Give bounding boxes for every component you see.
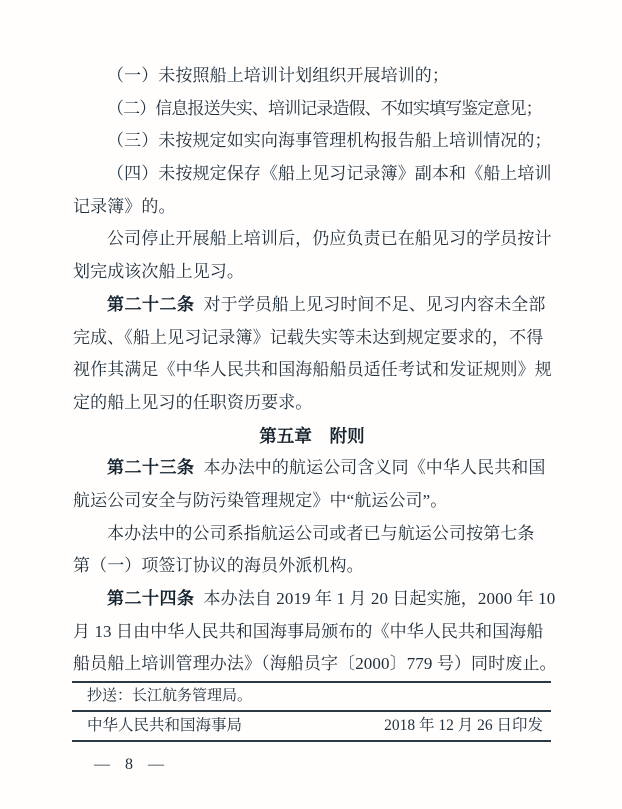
document-body [73,60,557,681]
text-line: 月 13 日由中华人民共和国海事局颁布的《中华人民共和国海船 [73,621,544,641]
text-line: （三）未按规定如实向海事管理机构报告船上培训情况的； [107,131,552,151]
text-line: 视作其满足《中华人民共和国海船船员适任考试和发证规则》规 [73,360,552,380]
article-line [73,452,551,485]
article-number: 第二十三条 [107,458,195,478]
text-line: 公司停止开展船上培训后，仍应负责已在船见习的学员按计 [107,229,552,249]
page-number-block [94,756,551,774]
page-number-dash: — [94,756,110,773]
text-line: 第（一）项签订协议的海员外派机构。 [73,556,364,576]
article-text: 本办法自 2019 年 1 月 20 日起实施，2000 年 10 [203,589,556,608]
article-text: 本办法中的航运公司含义同《中华人民共和国 [203,458,546,478]
chapter-heading: 第五章 附则 [259,425,365,446]
issuer-row [72,712,551,740]
text-line: 划完成该次船上见习。 [73,262,244,282]
text-line: 完成、《船上见习记录簿》记载失实等未达到规定要求的，不得 [73,327,544,347]
text-line: （四）未按规定保存《船上见习记录簿》副本和《船上培训 [107,164,552,184]
text-line: 记录簿》的。 [73,196,176,216]
text-line: 定的船上见习的任职资历要求。 [73,392,313,412]
text-line: 航运公司安全与防污染管理规定》中“航运公司”。 [73,490,448,510]
print-date: 2018 年 12 月 26 日印发 [384,717,543,734]
issuer-name: 中华人民共和国海事局 [87,717,243,734]
text-line: （一）未按照船上培训计划组织开展培训的； [107,66,449,85]
article-line [73,289,551,322]
footer-rule [72,740,551,742]
text-line: （二）信息报送失实、培训记录造假、不如实填写鉴定意见； [107,98,542,118]
text-line: 船员船上培训管理办法》（海船员字〔2000〕779 号）同时废止。 [73,654,557,674]
article-number: 第二十四条 [107,589,195,608]
page-number: 8 [125,756,133,773]
cc-note: 抄送：长江航务管理局。 [87,688,253,704]
page-number-dash: — [148,756,164,773]
article-text: 对于学员船上见习时间不足、见习内容未全部 [203,294,546,314]
document-footer [72,681,551,774]
article-number: 第二十二条 [107,294,195,314]
article-line [73,583,556,616]
text-line: 本办法中的公司系指航运公司或者已与航运公司按第七条 [107,523,535,543]
